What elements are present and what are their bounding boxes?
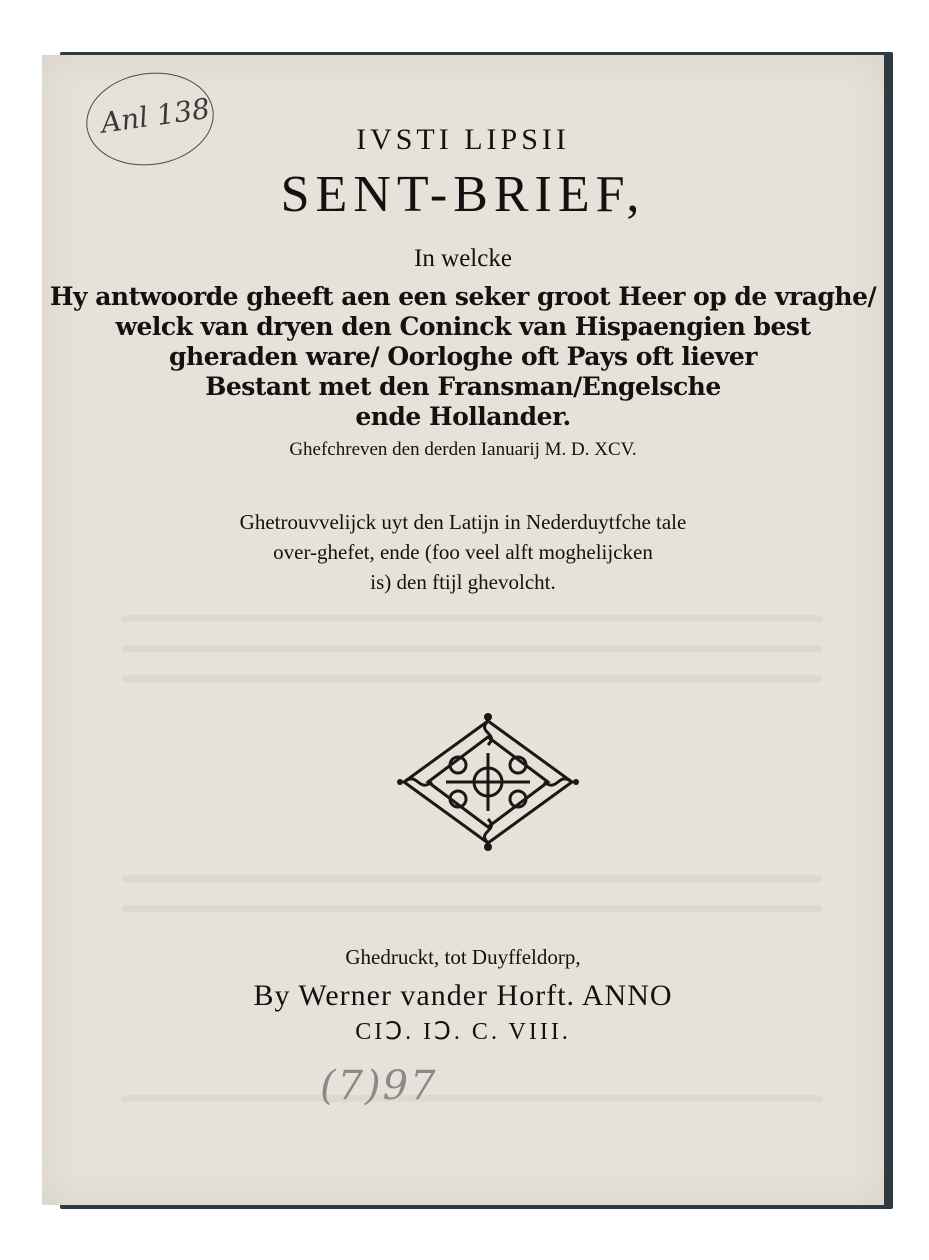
author-heading: IVSTI LIPSII: [356, 123, 570, 156]
imprint-year: CIↃ. IↃ. C. VIII.: [355, 1019, 571, 1045]
shelfmark-annotation: [80, 65, 220, 174]
subtitle-intro: In welcke: [414, 245, 512, 272]
translation-line: Ghetrouvvelijck uyt den Latijn in Nederduytfche tale: [239, 510, 687, 534]
translation-line: over-ghefet, ende (foo veel alft moghelijcken: [273, 540, 653, 564]
description-line: Bestant met den Fransman/Engelsche: [205, 372, 721, 401]
shelfmark-text: Anl 138: [98, 91, 212, 140]
description-line: ende Hollander.: [355, 402, 571, 431]
imprint-printer: By Werner vander Horft. ANNO: [253, 979, 673, 1012]
page-title: SENT-BRIEF,: [280, 166, 646, 223]
description-line: Hy antwoorde gheeft aen een seker groot Heer op de vraghe/: [49, 282, 877, 311]
description-line: gheraden ware/ Oorloghe oft Pays oft liever: [169, 342, 757, 371]
printer-ornament-icon: [396, 713, 580, 851]
title-page: [42, 55, 884, 1205]
date-line: Ghefchreven den derden Ianuarij M. D. XCV.: [289, 439, 637, 460]
translation-note: [42, 507, 884, 597]
description-line: welck van dryen den Coninck van Hispaengien best: [115, 312, 811, 341]
imprint-place: Ghedruckt, tot Duyffeldorp,: [345, 945, 581, 969]
pencil-annotation: (7)97: [320, 1063, 438, 1109]
blackletter-description: [42, 282, 884, 432]
translation-line: is) den ftijl ghevolcht.: [370, 570, 556, 594]
